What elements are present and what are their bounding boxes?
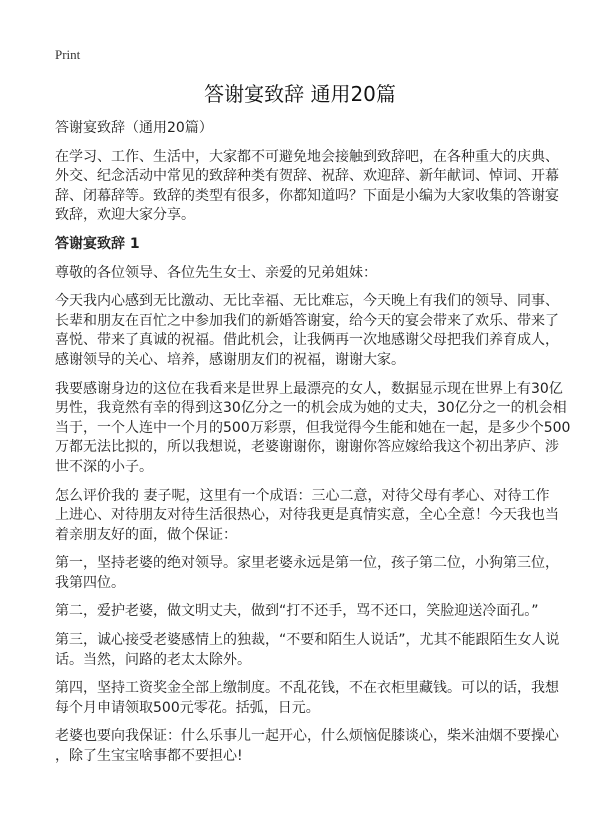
speech-paragraph xyxy=(55,602,555,622)
text-line: 第一，坚持老婆的绝对领导。家里老婆永远是第一位，孩子第二位，小狗第三位， xyxy=(55,555,559,572)
text-line: 我第四位。 xyxy=(55,574,125,591)
text-line: 老婆也要向我保证：什么乐事儿一起开心，什么烦恼促膝谈心，柴米油烟不要操心 xyxy=(55,728,559,745)
text-line: ，除了生宝宝啥事都不要担心! xyxy=(55,748,243,765)
text-line: 长辈和朋友在百忙之中参加我们的新婚答谢宴，给今天的宴会带来了欢乐、带来了 xyxy=(55,312,559,329)
speech-paragraph xyxy=(55,487,559,546)
speech-paragraph xyxy=(55,380,571,478)
text-line: 今天我内心感到无比激动、无比幸福、无比难忘，今天晚上有我们的领导、同事、 xyxy=(55,293,559,310)
text-line: 感谢领导的关心、培养，感谢朋友们的祝福，谢谢大家。 xyxy=(55,351,405,368)
text-line: 世不深的小子。 xyxy=(55,458,153,475)
speech-paragraph xyxy=(55,679,559,718)
print-link[interactable]: Print xyxy=(55,47,81,62)
speech-paragraph xyxy=(55,264,555,284)
text-line: 在学习、工作、生活中，大家都不可避免地会接触到致辞吧，在各种重大的庆典、 xyxy=(55,148,559,165)
text-line: 当于，一个人连中一个月的500万彩票，但我觉得今生能和她在一起，是多少个500 xyxy=(55,419,571,436)
text-line: 尊敬的各位领导、各位先生女士、亲爱的兄弟姐妹： xyxy=(55,264,377,281)
speech-paragraph xyxy=(55,292,559,370)
text-line: 我要感谢身边的这位在我看来是世界上最漂亮的女人，数据显示现在世界上有30亿 xyxy=(55,380,563,397)
speech-body xyxy=(55,264,571,767)
document-subtitle: 答谢宴致辞（通用20篇） xyxy=(55,120,213,136)
speech-paragraph xyxy=(55,554,559,593)
section-heading: 答谢宴致辞 1 xyxy=(55,235,140,252)
text-line: 辞、闭幕辞等。致辞的类型有很多，你都知道吗？下面是小编为大家收集的答谢宴 xyxy=(55,187,559,204)
document-body xyxy=(55,119,571,776)
text-line: 第四，坚持工资奖金全部上缴制度。不乱花钱，不在衣柜里藏钱。可以的话，我想 xyxy=(55,680,559,697)
speech-paragraph xyxy=(55,727,559,766)
text-line: 每个月申请领取500元零花。括弧，日元。 xyxy=(55,699,320,716)
text-line: 第二，爱护老婆，做文明丈夫，做到“打不还手，骂不还口，笑脸迎送冷面孔。” xyxy=(55,603,539,620)
intro-paragraph xyxy=(55,148,559,226)
page-title: 答谢宴致辞 通用20篇 xyxy=(204,82,396,106)
text-line: 话。当然，问路的老太太除外。 xyxy=(55,651,251,668)
text-line: 万都无法比拟的，所以我想说，老婆谢谢你，谢谢你答应嫁给我这个初出茅庐、涉 xyxy=(55,439,559,456)
text-line: 致辞，欢迎大家分享。 xyxy=(55,207,195,224)
text-line: 喜悦、带来了真诚的祝福。借此机会，让我俩再一次地感谢父母把我们养育成人， xyxy=(55,332,559,349)
text-line: 男性，我竟然有幸的得到这30亿分之一的机会成为她的丈夫，30亿分之一的机会相 xyxy=(55,400,567,417)
speech-paragraph xyxy=(55,631,560,670)
text-line: 外交、纪念活动中常见的致辞种类有贺辞、祝辞、欢迎辞、新年献词、悼词、开幕 xyxy=(55,168,559,185)
text-line: 第三，诚心接受老婆感情上的独裁，“不要和陌生人说话”，尤其不能跟陌生女人说 xyxy=(55,632,560,649)
text-line: 上进心、对待朋友对待生活很热心，对待我更是真情实意，全心全意！今天我也当 xyxy=(55,507,559,524)
text-line: 怎么评价我的 妻子呢，这里有一个成语：三心二意，对待父母有孝心、对待工作 xyxy=(55,487,550,504)
text-line: 着亲朋友好的面，做个保证： xyxy=(55,526,237,543)
